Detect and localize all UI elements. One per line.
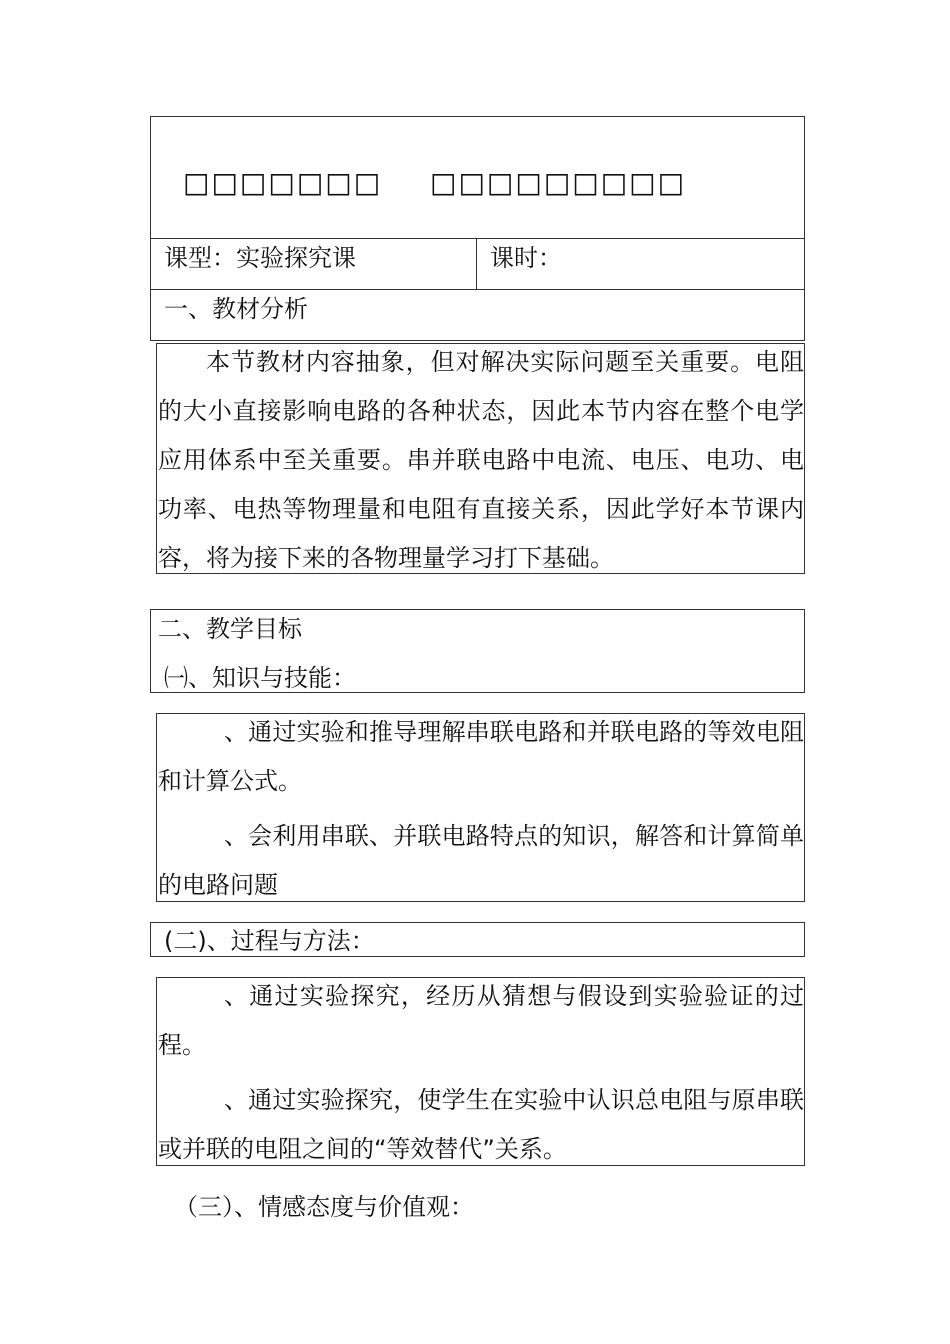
title-right: □□□□□□□□□ [430,166,687,199]
sub3-heading: （三）、情感态度与价值观： [174,1193,474,1221]
section2-heading: 二、教学目标 [158,615,302,643]
sub2-heading: (二)、过程与方法： [164,927,375,955]
header-column-divider [476,238,477,290]
sub1-item-2: 、会利用串联、并联电路特点的知识，解答和计算简单的电路问题 [158,822,804,899]
sub2-item-1: 、通过实验探究，经历从猜想与假设到实验验证的过程。 [158,982,804,1059]
sub1-item-1: 、通过实验和推导理解串联电路和并联电路的等效电阻和计算公式。 [158,718,804,795]
section1-heading: 一、教材分析 [164,295,308,323]
section1-body: 本节教材内容抽象，但对解决实际问题至关重要。电阻的大小直接影响电路的各种状态，因此本节内容在整个电学应用体系中至关重要。串并联电路中电流、电压、电功、电功率、电热等物理量和电阻有直接关系，因此学好本节课内容，将为接下来的各物理量学习打下基础。 [158,348,804,572]
header-divider-1 [150,238,805,239]
sub1-heading: ㈠、知识与技能： [164,664,356,692]
header-divider-2 [150,289,805,290]
sub2-item-2: 、通过实验探究，使学生在实验中认识总电阻与原串联或并联的电阻之间的“等效替代”关系。 [158,1086,804,1163]
title-left: □□□□□□□ [183,166,383,199]
lesson-type: 课型：实验探究课 [164,244,356,272]
lesson-hours: 课时： [490,244,562,272]
